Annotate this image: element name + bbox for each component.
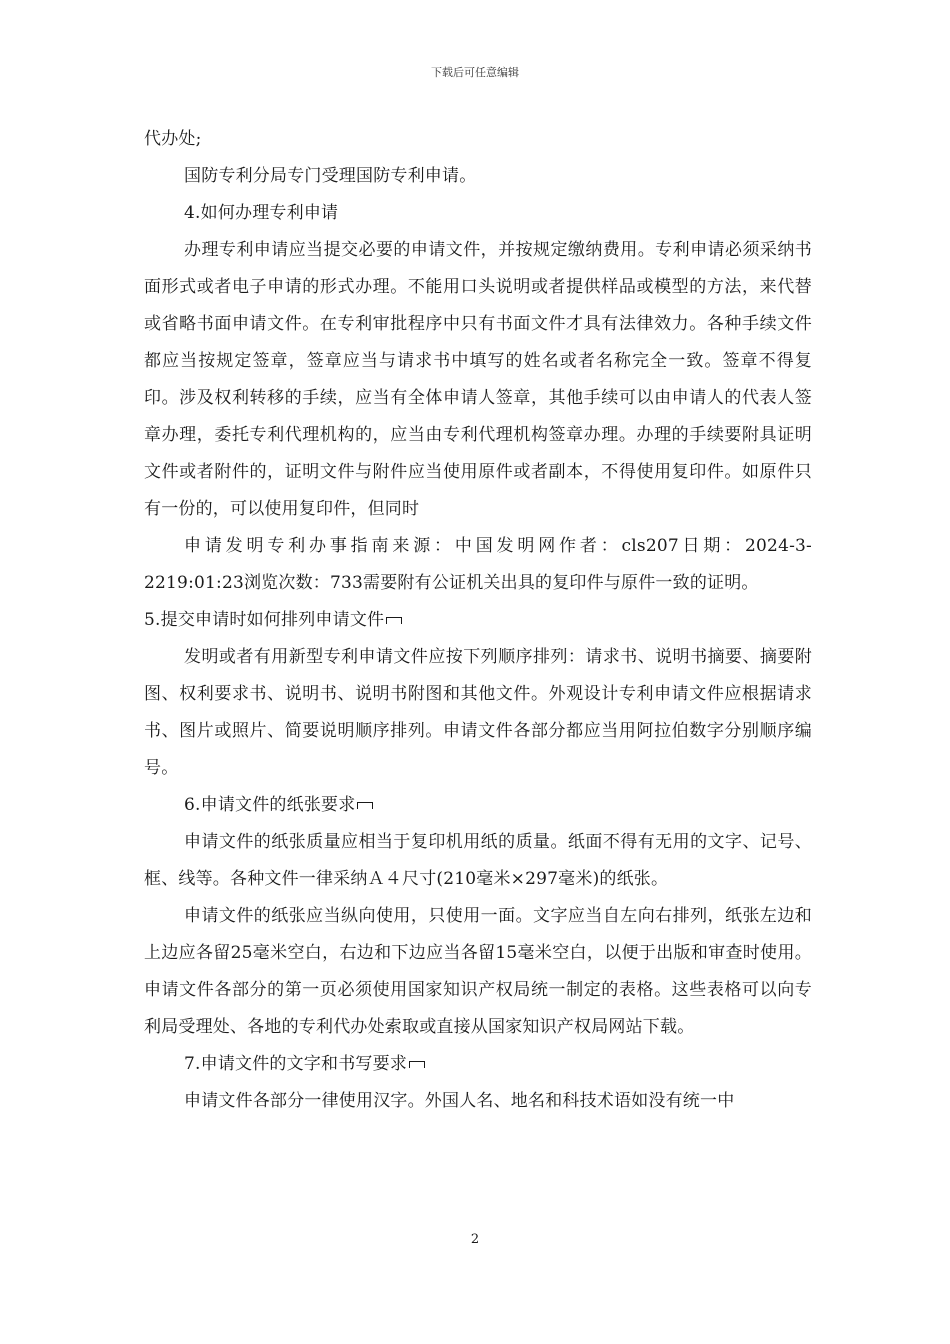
section-heading-6 (144, 787, 812, 824)
paragraph-continuation: 代办处; (144, 129, 202, 149)
bracket-mark-icon (386, 617, 402, 624)
paragraph-file-order: 发明或者有用新型专利申请文件应按下列顺序排列：请求书、说明书摘要、摘要附图、权利要求书、说明书、说明书附图和其他文件。外观设计专利申请文件应根据请求书、图片或照片、简要说明顺序排列。申请文件各部分都应当用阿拉伯数字分别顺序编号。 (144, 647, 812, 778)
section-heading-4: 4.如何办理专利申请 (184, 203, 339, 223)
paragraph-source-line: 申请发明专利办事指南来源：中国发明网作者：cls207日期：2024-3-2219:01:23浏览次数：733需要附有公证机关出具的复印件与原件一致的证明。 (144, 536, 812, 593)
section-heading-7 (144, 1046, 812, 1083)
section-heading-5-text: 5.提交申请时如何排列申请文件 (144, 610, 385, 630)
section-heading-6-text: 6.申请文件的纸张要求 (184, 795, 356, 815)
bracket-mark-icon (357, 802, 373, 809)
paragraph-writing-requirements: 申请文件各部分一律使用汉字。外国人名、地名和科技术语如没有统一中 (184, 1091, 735, 1111)
paragraph-how-to-apply: 办理专利申请应当提交必要的申请文件，并按规定缴纳费用。专利申请必须采纳书面形式或者电子申请的形式办理。不能用口头说明或者提供样品或模型的方法，来代替或省略书面申请文件。在专利审批程序中只有书面文件才具有法律效力。各种手续文件都应当按规定签章，签章应当与请求书中填写的姓名或者名称完全一致。签章不得复印。涉及权利转移的手续，应当有全体申请人签章，其他手续可以由申请人的代表人签章办理，委托专利代理机构的，应当由专利代理机构签章办理。办理的手续要附具证明文件或者附件的，证明文件与附件应当使用原件或者副本，不得使用复印件。如原件只有一份的，可以使用复印件，但同时 (144, 240, 812, 519)
paragraph-paper-usage: 申请文件的纸张应当纵向使用，只使用一面。文字应当自左向右排列，纸张左边和上边应各留25毫米空白，右边和下边应当各留15毫米空白，以便于出版和审查时使用。申请文件各部分的第一页必须使用国家知识产权局统一制定的表格。这些表格可以向专利局受理处、各地的专利代办处索取或直接从国家知识产权局网站下载。 (144, 906, 812, 1037)
section-heading-5 (144, 602, 812, 639)
paragraph-paper-quality: 申请文件的纸张质量应相当于复印机用纸的质量。纸面不得有无用的文字、记号、框、线等。各种文件一律采纳Ａ４尺寸(210毫米×297毫米)的纸张。 (144, 832, 812, 889)
section-heading-7-text: 7.申请文件的文字和书写要求 (184, 1054, 408, 1074)
paragraph-defense-patent: 国防专利分局专门受理国防专利申请。 (184, 166, 477, 186)
bracket-mark-icon (409, 1061, 425, 1068)
page-header: 下载后可任意编辑 (431, 66, 519, 79)
document-body (144, 121, 812, 1120)
page-number: 2 (470, 1232, 480, 1247)
